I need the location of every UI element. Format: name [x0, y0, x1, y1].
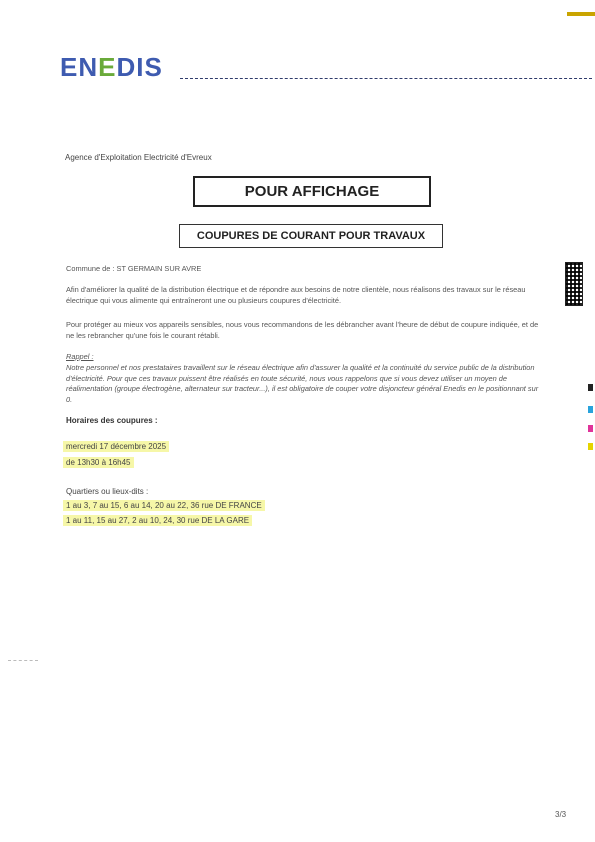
agency-name: Agence d'Exploitation Electricité d'Evreux	[65, 153, 212, 162]
quarter-item: 1 au 3, 7 au 15, 6 au 14, 20 au 22, 36 rue DE FRANCE	[63, 500, 265, 511]
page-title: POUR AFFICHAGE	[193, 176, 431, 207]
commune-line: Commune de : ST GERMAIN SUR AVRE	[66, 264, 202, 273]
margin-mark	[8, 660, 38, 661]
scan-mark	[567, 12, 595, 16]
color-swatch-yellow	[588, 443, 593, 450]
intro-paragraph: Afin d'améliorer la qualité de la distribution électrique et de répondre aux besoins de notre clientèle, nous réalisons des travaux sur le réseau électrique qui vous alimente qui entraîneront une ou plusieurs coupures d'électricité.	[66, 285, 526, 305]
color-swatch-cyan	[588, 406, 593, 413]
hours-heading: Horaires des coupures :	[66, 416, 158, 425]
outage-date: mercredi 17 décembre 2025	[63, 441, 169, 452]
quarter-item: 1 au 11, 15 au 27, 2 au 10, 24, 30 rue DE LA GARE	[63, 515, 252, 526]
advice-paragraph: Pour protéger au mieux vos appareils sensibles, nous vous recommandons de les débrancher avant l'heure de début de coupure indiquée, et de ne les rebrancher qu'une fois le courant rétabli.	[66, 320, 539, 340]
page-number: 3/3	[555, 810, 567, 819]
enedis-logo	[60, 52, 163, 83]
logo-part-c: DIS	[116, 52, 163, 82]
page-subtitle: COUPURES DE COURANT POUR TRAVAUX	[179, 224, 443, 248]
reminder-paragraph: Notre personnel et nos prestataires travaillent sur le réseau électrique afin d'assurer la qualité et la continuité du service public de la distribution d'électricité. Pour que ces travaux puissent être réalisés en toute sécurité, nous vous rappelons que si vous devez utiliser un moyen de réalimentation (groupe électrogène, alternateur sur tracteur...), il est obligatoire de couper votre disjoncteur général Enedis en le positionnant sur 0.	[66, 363, 539, 404]
reminder-heading: Rappel :	[66, 352, 94, 361]
color-swatch-black	[588, 384, 593, 391]
color-swatch-magenta	[588, 425, 593, 432]
header-divider	[180, 78, 592, 79]
outage-time: de 13h30 à 16h45	[63, 457, 134, 468]
logo-part-a: EN	[60, 52, 99, 82]
datamatrix-code	[565, 262, 583, 306]
quarters-heading: Quartiers ou lieux-dits :	[66, 487, 149, 496]
logo-part-b: E	[98, 52, 117, 82]
